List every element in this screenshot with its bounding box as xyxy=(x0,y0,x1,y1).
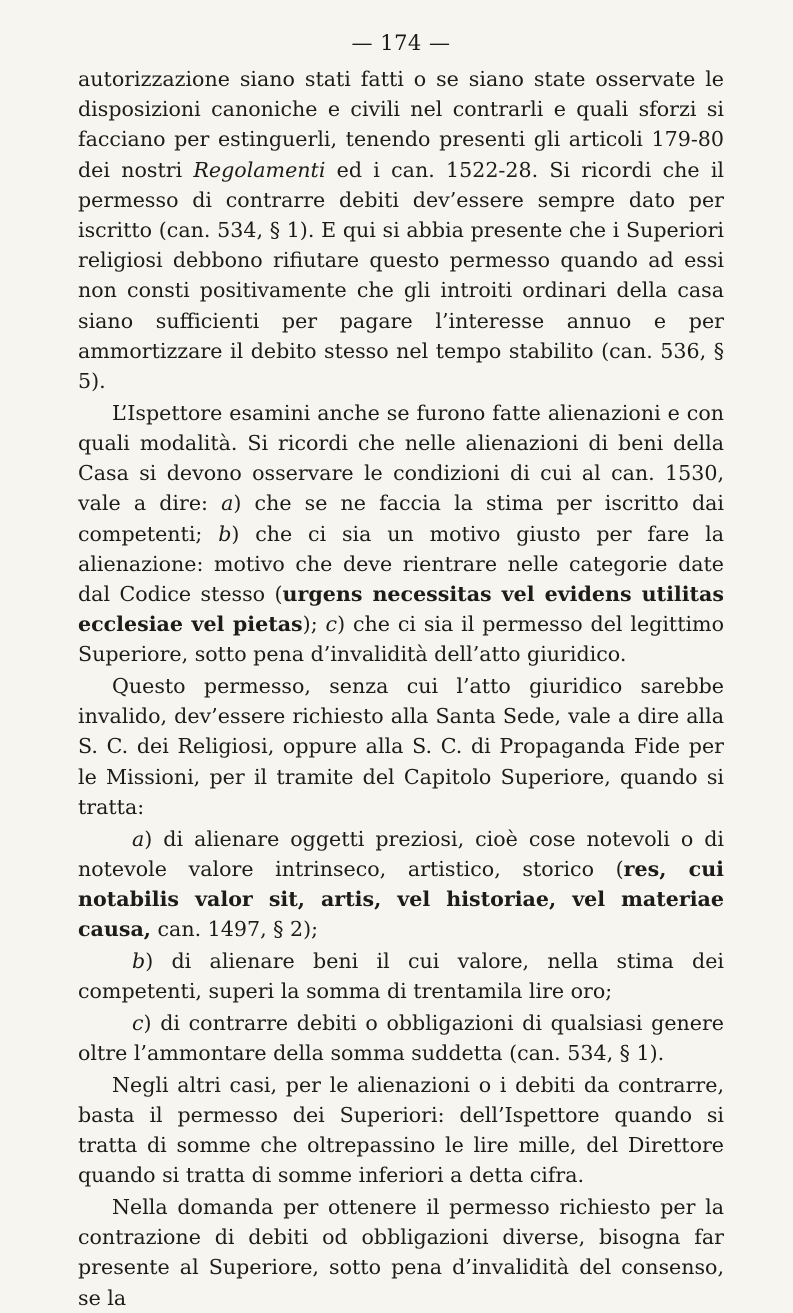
text-run: Negli altri casi, per le alienazioni o i debiti da contrarre, basta il permesso dei Superiori: dell’Ispettore quando si tratta di somme che oltrepassino le lire mille, del Direttore quando si tratta di somme inferiori a detta cifra. xyxy=(78,1072,724,1188)
text-run: Nella domanda per ottenere il permesso richiesto per la contrazione di debiti od obbligazioni diverse, bisogna far presente al Superiore, sotto pena d’invalidità del consenso, se la xyxy=(78,1195,724,1310)
text-run: ); xyxy=(302,612,326,637)
text-run: b xyxy=(218,521,232,546)
list-item xyxy=(78,1008,724,1068)
text-run: ) di alienare beni il cui valore, nella stima dei competenti, superi la somma di trentamila lire oro; xyxy=(78,948,724,1004)
list-item xyxy=(78,824,724,945)
text-run: ed i can. 1522-28. Si ricordi che il permesso di contrarre debiti dev’essere sempre dato per iscritto (can. 534, § 1). E qui si abbia presente che i Superiori religiosi debbono rifiutare questo permesso quando ad essi non consti positivamente che gli introiti ordinari della casa siano sufficienti per pagare l’interesse annuo e per ammortizzare il debito stesso nel tempo stabilito (can. 536, § 5). xyxy=(78,157,724,394)
text-run: a xyxy=(221,491,234,516)
text-run: ) di alienare oggetti preziosi, cioè cose notevoli o di notevole valore intrinseco, artistico, storico ( xyxy=(78,826,724,881)
text-run: L’Ispettore esamini anche se furono fatte alienazioni e con quali modalità. Si ricordi che nelle alienazioni di beni della Casa si devono osservare le condizioni di cui al can. 1530, vale a dire: xyxy=(78,400,724,516)
text-run: ) di contrarre debiti o obbligazioni di qualsiasi genere oltre l’ammontare della somma suddetta (can. 534, § 1). xyxy=(78,1010,724,1065)
text-run: urgens necessitas vel evidens utilitas ecclesiae vel pietas xyxy=(78,581,724,637)
paragraph xyxy=(78,64,724,396)
list-item xyxy=(78,946,724,1006)
book-page xyxy=(78,28,725,1310)
text-run: c xyxy=(325,612,338,637)
body-text xyxy=(78,64,724,1313)
text-run: a xyxy=(132,826,145,851)
text-run: ) che ci sia un motivo giusto per fare la alienazione: motivo che deve rientrare nelle categorie date dal Codice stesso ( xyxy=(78,521,724,606)
text-run: ) che se ne faccia la stima per iscritto dai competenti; xyxy=(78,491,725,546)
text-run: c xyxy=(132,1010,144,1035)
paragraph xyxy=(78,1070,724,1191)
page-number: — 174 — xyxy=(351,31,451,55)
text-run: can. 1497, § 2); xyxy=(150,917,319,942)
text-run: autorizzazione siano stati fatti o se siano state osservate le disposizioni canoniche e civili nel contrarli e quali sforzi si facciano per estinguerli, tenendo presenti gli articoli 179-80 dei nostri xyxy=(78,67,724,182)
paragraph xyxy=(78,1192,724,1313)
text-run: Questo permesso, senza cui l’atto giuridico sarebbe invalido, dev’essere richiesto alla Santa Sede, vale a dire alla S. C. dei Religiosi, oppure alla S. C. di Propaganda Fide per le Missioni, per il tramite del Capitolo Superiore, quando si tratta: xyxy=(78,674,724,819)
text-run: ) che ci sia il permesso del legittimo Superiore, sotto pena d’invalidità dell’atto giuridico. xyxy=(78,612,724,667)
text-run: Regolamenti xyxy=(193,157,326,182)
text-run: b xyxy=(132,948,146,973)
text-run: res, cui notabilis valor sit, artis, vel historiae, vel materiae causa, xyxy=(78,856,724,942)
paragraph xyxy=(78,671,724,822)
paragraph xyxy=(78,398,724,670)
